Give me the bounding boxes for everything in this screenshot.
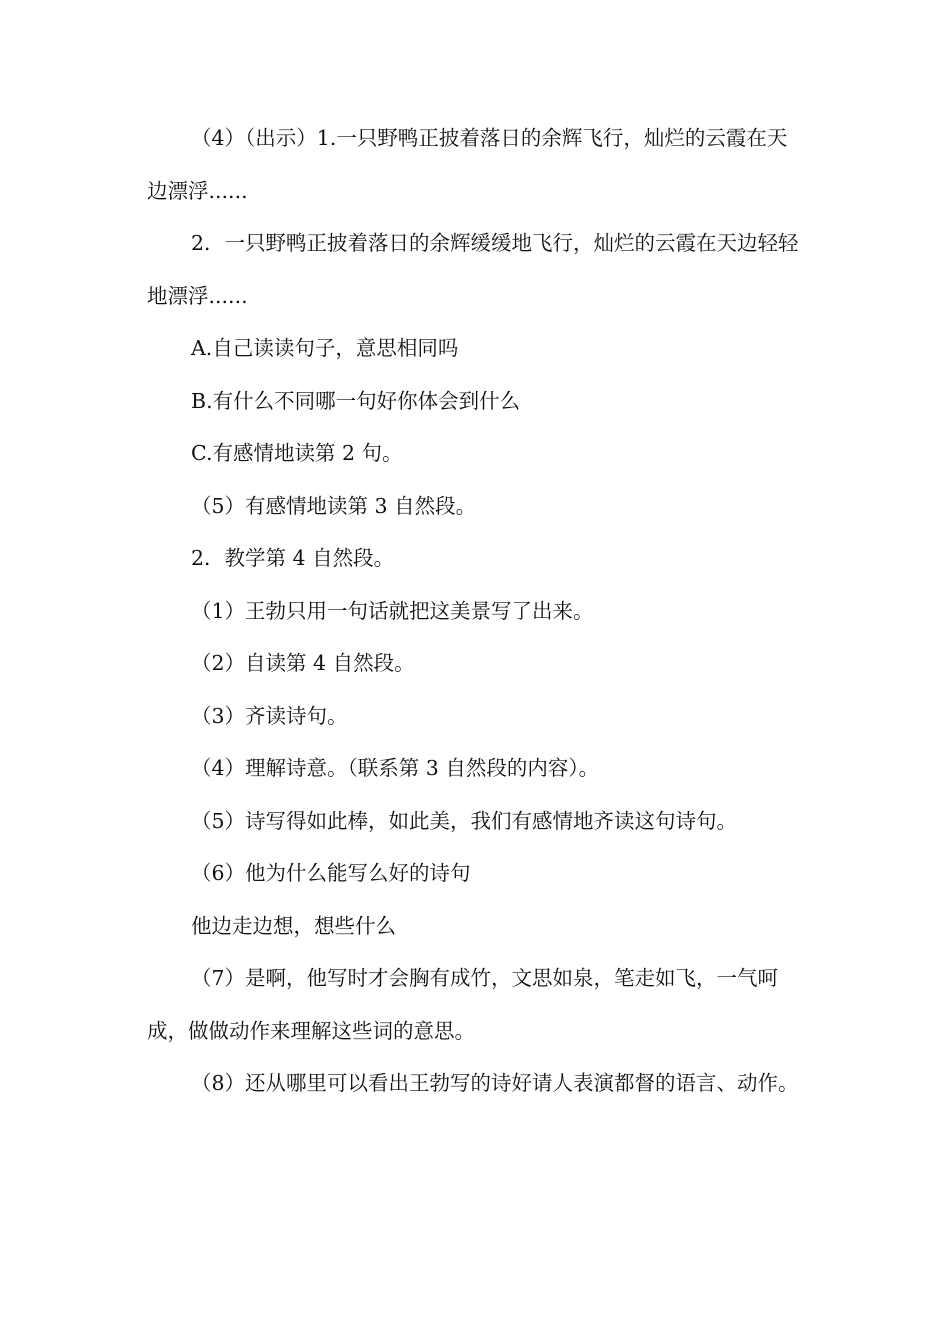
- paragraph: （7）是啊，他写时才会胸有成竹，文思如泉，笔走如飞，一气呵成，做做动作来理解这些词的意思。: [147, 966, 779, 1043]
- paragraph: 2．教学第 4 自然段。: [191, 546, 395, 570]
- paragraph: （4）理解诗意。（联系第 3 自然段的内容）。: [191, 756, 600, 780]
- paragraph: 2．一只野鸭正披着落日的余辉缓缓地飞行，灿烂的云霞在天边轻轻地漂浮......: [147, 231, 799, 308]
- paragraph: 他边走边想，想些什么: [191, 913, 396, 938]
- paragraph: （3）齐读诗句。: [191, 703, 348, 728]
- paragraph: （4）（出示）1.一只野鸭正披着落日的余辉飞行，灿烂的云霞在天边漂浮......: [147, 126, 788, 203]
- paragraph: （5）诗写得如此棒，如此美，我们有感情地齐读这句诗句。: [191, 808, 738, 833]
- paragraph: C.有感情地读第 2 句。: [191, 441, 403, 465]
- paragraph: （5）有感情地读第 3 自然段。: [191, 493, 477, 518]
- paragraph: （8）还从哪里可以看出王勃写的诗好请人表演都督的语言、动作。: [191, 1071, 799, 1095]
- paragraph: （6）他为什么能写么好的诗句: [191, 861, 471, 885]
- paragraph: B.有什么不同哪一句好你体会到什么: [191, 388, 521, 413]
- paragraph: A.自己读读句子，意思相同吗: [191, 336, 459, 360]
- paragraph: （1）王勃只用一句话就把这美景写了出来。: [191, 598, 594, 623]
- paragraph: （2）自读第 4 自然段。: [191, 651, 415, 675]
- document-body: [147, 112, 807, 1110]
